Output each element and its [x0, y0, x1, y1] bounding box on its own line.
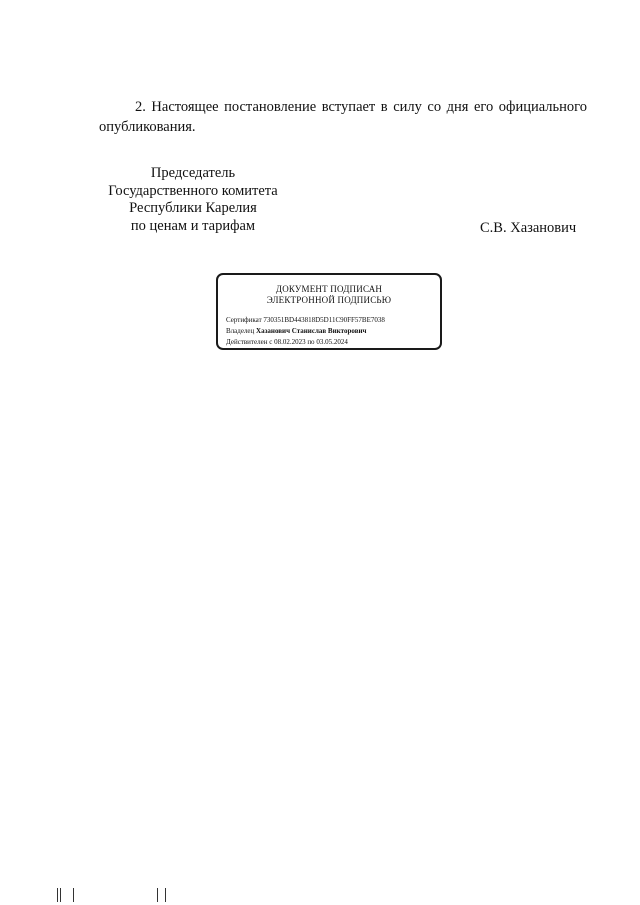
valid-from-label: с — [269, 338, 273, 346]
valid-label: Действителен — [226, 338, 268, 346]
scan-mark — [165, 888, 166, 902]
owner-value: Хазанович Станислав Викторович — [256, 327, 367, 335]
paragraph-2: 2. Настоящее постановление вступает в силу со дня его официального опубликования. — [99, 99, 587, 135]
stamp-title: ДОКУМЕНТ ПОДПИСАН — [275, 284, 383, 294]
signatory-organization-line: по ценам и тарифам — [130, 217, 256, 234]
certificate-label: Сертификат — [226, 316, 262, 324]
valid-to-label: по — [307, 338, 315, 346]
stamp-validity-row — [226, 338, 348, 347]
scan-marks — [55, 888, 175, 902]
stamp-certificate-row — [226, 316, 385, 325]
electronic-signature-stamp — [216, 273, 442, 350]
owner-label: Владелец — [226, 327, 255, 335]
valid-to-date: 03.05.2024 — [316, 338, 348, 346]
valid-from-date: 08.02.2023 — [274, 338, 306, 346]
signatory-block — [100, 165, 286, 235]
scan-mark — [73, 888, 74, 902]
signatory-position-line: Председатель — [150, 165, 236, 181]
scan-mark — [60, 888, 61, 902]
stamp-subtitle: ЭЛЕКТРОННОЙ ПОДПИСЬЮ — [266, 295, 392, 305]
signatory-organization-line: Республики Карелия — [129, 200, 257, 216]
scan-mark — [157, 888, 158, 902]
signer-name: С.В. Хазанович — [480, 220, 577, 236]
scan-mark — [57, 888, 58, 902]
stamp-owner-row — [226, 327, 366, 336]
certificate-value: 730351BD443818D5D11C90FF57BE7038 — [263, 316, 385, 324]
signatory-organization-line: Государственного комитета — [108, 182, 278, 199]
